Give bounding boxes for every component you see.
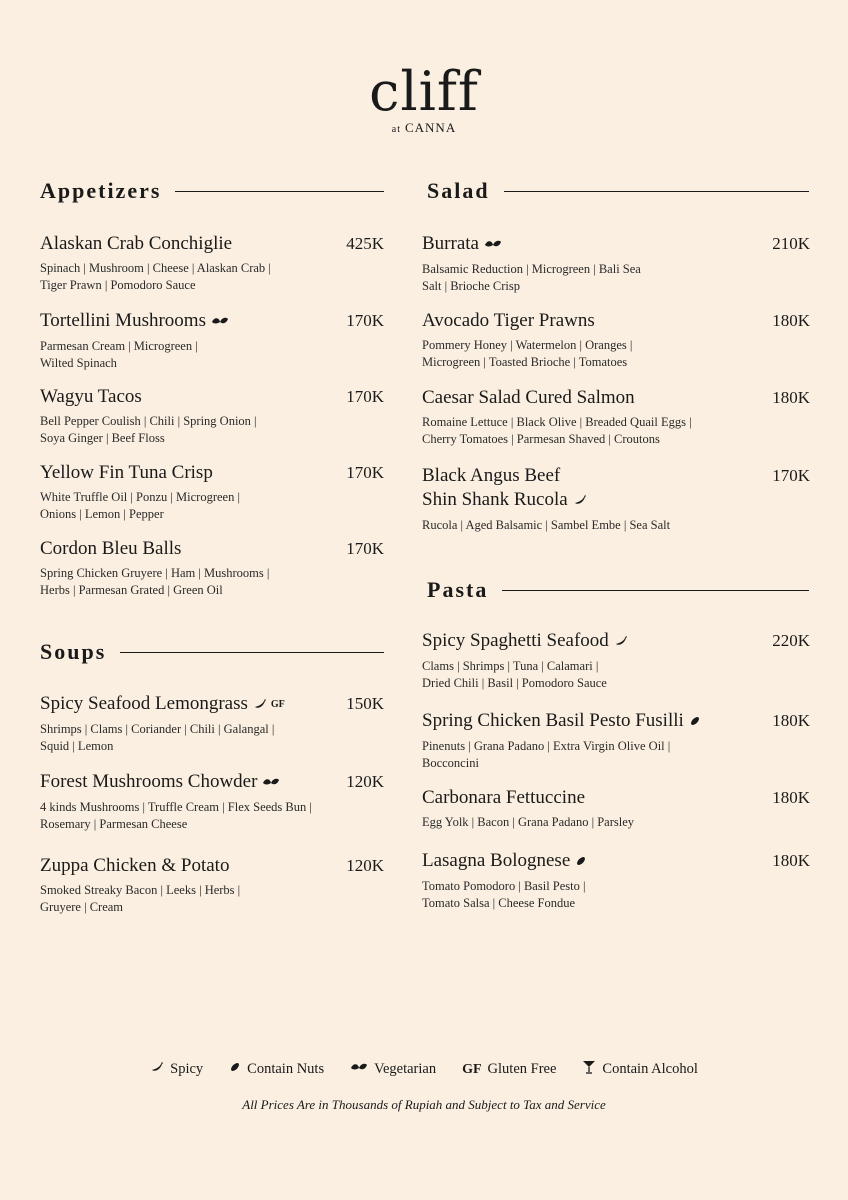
- menu-item-name: Cordon Bleu Balls: [40, 538, 182, 559]
- section-title: Appetizers: [40, 178, 162, 203]
- menu-item-description: Egg Yolk | Bacon | Grana Padano | Parsley: [422, 815, 634, 829]
- menu-item-name-wrap: [422, 232, 502, 257]
- menu-item-header: [40, 854, 384, 878]
- menu-item: [40, 770, 384, 833]
- menu-item-name: Black Angus Beef Shin Shank Rucola: [422, 465, 568, 510]
- menu-item-name: Spicy Seafood Lemongrass: [40, 693, 248, 714]
- menu-item: [422, 849, 810, 912]
- section-title: Salad: [427, 178, 490, 203]
- menu-item-header: [422, 309, 810, 333]
- menu-item-name: Forest Mushrooms Chowder: [40, 771, 258, 792]
- menu-item-description: Tomato Pomodoro | Basil Pesto | Tomato Salsa | Cheese Fondue: [422, 878, 586, 910]
- footnote: All Prices Are in Thousands of Rupiah and Subject to Tax and Service: [242, 1097, 606, 1112]
- section-salad-heading: [427, 176, 809, 206]
- menu-item-name-wrap: [422, 464, 587, 513]
- menu-item-description: Balsamic Reduction | Microgreen | Bali Sea Salt | Brioche Crisp: [422, 261, 641, 293]
- divider: [175, 191, 384, 192]
- menu-item-price: 180K: [772, 711, 810, 730]
- menu-item: [422, 786, 810, 831]
- menu-item-name: Tortellini Mushrooms: [40, 310, 206, 331]
- menu-item-name-wrap: [422, 786, 585, 810]
- menu-item: [422, 232, 810, 295]
- menu-item-name-wrap: [422, 386, 635, 410]
- menu-item-name: Caesar Salad Cured Salmon: [422, 387, 635, 408]
- menu-item-description: Pinenuts | Grana Padano | Extra Virgin Olive Oil | Bocconcini: [422, 738, 671, 770]
- menu-item-name-wrap: [40, 854, 229, 878]
- menu-item-price: 170K: [346, 311, 384, 330]
- menu-item: [40, 385, 384, 447]
- menu-item-price: 180K: [772, 311, 810, 330]
- menu-item: [422, 309, 810, 371]
- menu-item-description: Shrimps | Clams | Coriander | Chili | Galangal | Squid | Lemon: [40, 721, 275, 753]
- menu-item-price: 180K: [772, 851, 810, 870]
- chili-icon: [150, 1061, 164, 1078]
- menu-item-name: Avocado Tiger Prawns: [422, 310, 595, 331]
- menu-item-header: [40, 461, 384, 485]
- menu-item-description: Romaine Lettuce | Black Olive | Breaded Quail Eggs | Cherry Tomatoes | Parmesan Shaved | Croutons: [422, 415, 692, 446]
- menu-item-header: [422, 629, 810, 654]
- menu-item-name-wrap: [40, 461, 213, 485]
- gf-mark: GF: [462, 1061, 482, 1077]
- menu-item-price: 120K: [346, 856, 384, 875]
- menu-item-name: Wagyu Tacos: [40, 386, 142, 407]
- menu-item-name: Carbonara Fettuccine: [422, 787, 586, 808]
- peanut-icon: [689, 710, 701, 734]
- legend-label: Gluten Free: [487, 1061, 557, 1077]
- leaf-icon: [350, 1061, 368, 1078]
- menu-item-header: [422, 232, 810, 257]
- leaf-icon: [262, 771, 280, 795]
- menu-item-price: 170K: [346, 539, 384, 558]
- menu-item-header: [422, 386, 810, 410]
- menu-item-price: 210K: [772, 234, 810, 253]
- logo: [0, 62, 848, 136]
- section-title: Soups: [40, 639, 107, 664]
- menu-item-price: 170K: [772, 466, 810, 485]
- legend-item: [582, 1060, 697, 1079]
- peanut-icon: [575, 850, 587, 874]
- legend-label: Contain Alcohol: [602, 1061, 698, 1077]
- menu-item-header: [422, 849, 810, 874]
- menu-item-description: Spinach | Mushroom | Cheese | Alaskan Crab | Tiger Prawn | Pomodoro Sauce: [40, 261, 271, 292]
- menu-item-name-wrap: [422, 849, 587, 874]
- menu-item: [40, 854, 384, 916]
- menu-item: [422, 629, 810, 692]
- menu-item-price: 170K: [346, 387, 384, 406]
- legend: [0, 1060, 848, 1079]
- chili-icon: [573, 489, 587, 513]
- menu-item-name: Spicy Spaghetti Seafood: [422, 630, 609, 651]
- section-soups-heading: [40, 637, 384, 667]
- menu-item-header: [40, 385, 384, 409]
- chili-icon: [253, 693, 267, 717]
- chili-icon: [614, 630, 628, 654]
- divider: [502, 590, 809, 591]
- leaf-icon: [484, 233, 502, 257]
- menu-item-name-wrap: [422, 309, 595, 333]
- gluten-free-badge: GF: [270, 698, 285, 710]
- legend-label: Spicy: [170, 1061, 204, 1077]
- menu-item-name: Zuppa Chicken & Potato: [40, 855, 230, 876]
- section-title: Pasta: [427, 577, 489, 602]
- menu-item-description: Bell Pepper Coulish | Chili | Spring Onion | Soya Ginger | Beef Floss: [40, 414, 257, 445]
- menu-item-header: [422, 464, 810, 513]
- legend-item: [229, 1060, 324, 1079]
- menu-item-name-wrap: [40, 770, 280, 795]
- menu-item-name: Yellow Fin Tuna Crisp: [40, 462, 213, 483]
- menu-item-price: 150K: [346, 694, 384, 713]
- menu-item-description: Smoked Streaky Bacon | Leeks | Herbs | Gruyere | Cream: [40, 883, 241, 914]
- section-pasta-heading: [427, 575, 809, 605]
- menu-item-description: Spring Chicken Gruyere | Ham | Mushrooms | Herbs | Parmesan Grated | Green Oil: [40, 566, 270, 597]
- menu-item-header: [40, 309, 384, 334]
- menu-item: [40, 232, 384, 294]
- menu-item-name-wrap: [40, 232, 232, 256]
- menu-item-price: 120K: [346, 772, 384, 791]
- divider: [504, 191, 809, 192]
- legend-item: [150, 1060, 203, 1079]
- menu-item: [40, 461, 384, 523]
- leaf-icon: [211, 310, 229, 334]
- menu-item-name-wrap: [422, 629, 628, 654]
- menu-item-name: Spring Chicken Basil Pesto Fusilli: [422, 710, 684, 731]
- menu-item-name-wrap: [40, 385, 142, 409]
- menu-item-header: [40, 770, 384, 795]
- menu-item-description: Parmesan Cream | Microgreen | Wilted Spinach: [40, 338, 198, 370]
- menu-item: [422, 709, 810, 772]
- menu-item-description: Pommery Honey | Watermelon | Oranges | Microgreen | Toasted Brioche | Tomatoes: [422, 338, 633, 369]
- menu-item-name-wrap: [40, 692, 285, 717]
- menu-item-header: [40, 232, 384, 256]
- menu-item-price: 220K: [772, 631, 810, 650]
- menu-item-header: [422, 786, 810, 810]
- section-appetizers-heading: [40, 176, 384, 206]
- menu-item: [40, 537, 384, 599]
- menu-item-name: Burrata: [422, 233, 479, 254]
- menu-item-header: [40, 537, 384, 561]
- menu-item-name-wrap: [422, 709, 701, 734]
- cocktail-icon: [582, 1060, 596, 1079]
- legend-item: [350, 1060, 436, 1079]
- brand-sub-at: at: [391, 124, 401, 135]
- menu-item-description: 4 kinds Mushrooms | Truffle Cream | Flex Seeds Bun | Rosemary | Parmesan Cheese: [40, 799, 312, 831]
- legend-label: Vegetarian: [374, 1061, 437, 1077]
- menu-item: [422, 386, 810, 448]
- divider: [120, 652, 384, 653]
- menu-item-description: White Truffle Oil | Ponzu | Microgreen | Onions | Lemon | Pepper: [40, 490, 240, 521]
- peanut-icon: [229, 1061, 241, 1078]
- menu-item-price: 425K: [346, 234, 384, 253]
- menu-item-name: Alaskan Crab Conchiglie: [40, 233, 233, 254]
- menu-item-header: [40, 692, 384, 717]
- menu-item-price: 180K: [772, 788, 810, 807]
- menu-item-name-wrap: [40, 309, 229, 334]
- menu-item-price: 180K: [772, 388, 810, 407]
- menu-item-description: Rucola | Aged Balsamic | Sambel Embe | Sea Salt: [422, 517, 671, 532]
- brand-sub-name: CANNA: [404, 120, 457, 135]
- menu-item-description: Clams | Shrimps | Tuna | Calamari | Dried Chili | Basil | Pomodoro Sauce: [422, 658, 607, 690]
- brand-sub: [0, 120, 848, 136]
- legend-item: [462, 1060, 556, 1079]
- menu-item-name: Lasagna Bolognese: [422, 850, 571, 871]
- legend-label: Contain Nuts: [247, 1061, 325, 1077]
- menu-item: [40, 692, 384, 755]
- brand-name: cliff: [369, 60, 479, 123]
- menu-item-name-wrap: [40, 537, 181, 561]
- menu-item-header: [422, 709, 810, 734]
- menu-item: [422, 464, 810, 534]
- menu-item-price: 170K: [346, 463, 384, 482]
- menu-item: [40, 309, 384, 372]
